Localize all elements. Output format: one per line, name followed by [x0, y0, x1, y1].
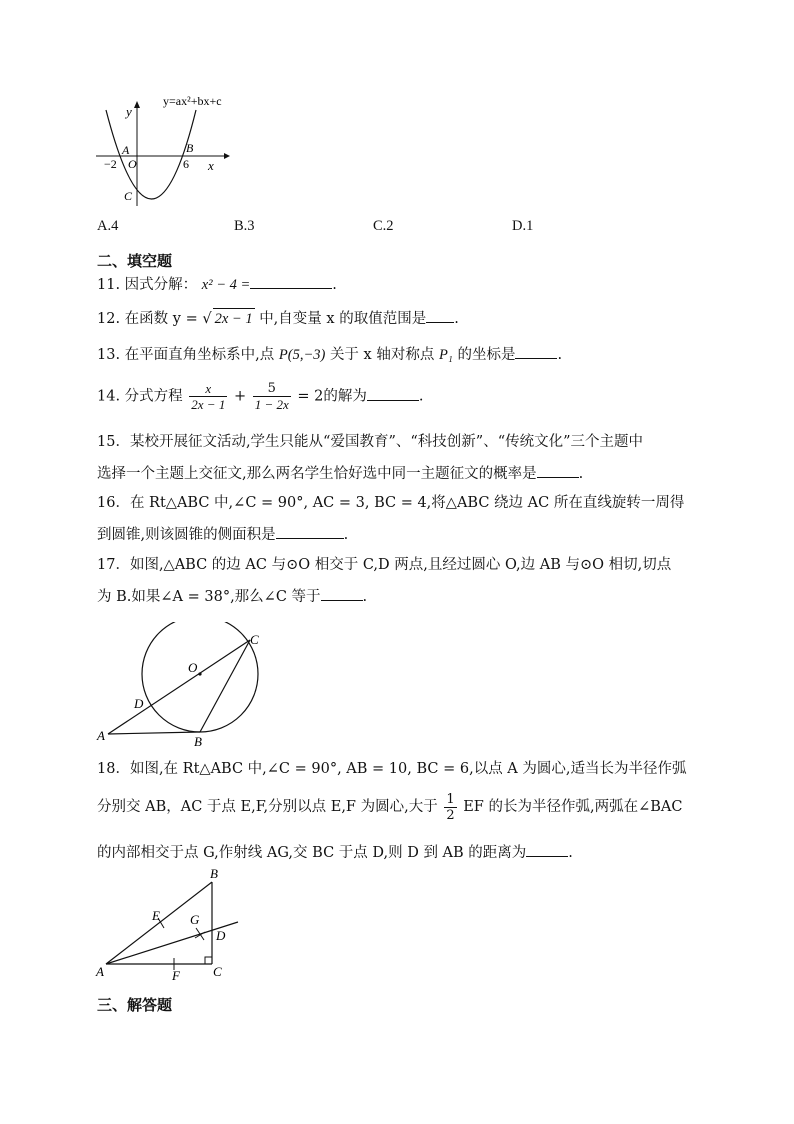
point-a-label: A — [122, 143, 130, 157]
circle-label-c: C — [250, 632, 259, 647]
choice-b: B.3 — [234, 218, 255, 234]
triangle-label-d: D — [216, 928, 226, 943]
sqrt-radicand: 2x − 1 — [213, 308, 255, 329]
answer-blank — [276, 524, 344, 539]
answer-blank — [526, 842, 568, 857]
question-18-line-3: 的内部相交于点 G,作射线 AG,交 BC 于点 D,则 D 到 AB 的距离为 . — [97, 842, 573, 863]
question-13: 13. 在平面直角坐标系中,点 P(5,−3) 关于 x 轴对称点 P₁ 的坐标是 . — [97, 344, 562, 365]
answer-blank — [537, 463, 579, 478]
triangle-label-c: C — [213, 964, 222, 979]
fraction-half: $\frac{1}{2}$ — [446, 791, 455, 823]
section-fill-blank-title: 二、填空题 — [97, 252, 173, 270]
answer-blank — [250, 274, 332, 289]
question-15-line-1: 15．某校开展征文活动,学生只能从“爱国教育”、“科技创新”、“传统文化”三个主题中 — [97, 434, 644, 450]
point-b-label: B — [186, 141, 194, 155]
parabola-equation: y=ax²+bx+c — [163, 94, 222, 108]
point-c-label: C — [124, 189, 133, 203]
question-15-line-2: 选择一个主题上交征文,那么两名学生恰好选中同一主题征文的概率是 . — [97, 463, 583, 484]
sqrt-sign: √ — [202, 311, 212, 327]
question-16-line-1: 16．在 Rt△ABC 中,∠C = 90°, AC = 3, BC = 4,将△ABC 绕边 AC 所在直线旋转一周得 — [97, 495, 685, 511]
question-16-line-2: 到圆锥,则该圆锥的侧面积是 . — [97, 524, 348, 545]
y-axis-label: y — [126, 104, 132, 119]
question-17-line-1: 17．如图,△ABC 的边 AC 与⊙O 相交于 C,D 两点,且经过圆心 O,边 AB 与⊙O 相切,切点 — [97, 557, 672, 573]
fraction-1: $\frac{x}{2x - 1}$ — [191, 381, 226, 412]
circle-label-b: B — [194, 734, 202, 749]
question-12: 12. 在函数 y = √ 2x − 1 中,自变量 x 的取值范围是 . — [97, 308, 459, 329]
circle-tangent-figure — [92, 622, 274, 750]
circle-label-d: D — [134, 696, 144, 711]
answer-blank — [321, 586, 363, 601]
x-axis-label: x — [208, 158, 214, 173]
circle-label-a: A — [97, 728, 105, 743]
choice-c: C.2 — [373, 218, 394, 234]
triangle-label-e: E — [152, 908, 160, 923]
circle-label-o: O — [188, 660, 198, 675]
section-answer-title: 三、解答题 — [97, 996, 173, 1014]
triangle-construction-figure — [92, 868, 242, 980]
question-14: 14. 分式方程 $\frac{x}{2x - 1}$ + $\frac{5}{1 - 2x}$ = 2的解为 . — [97, 381, 424, 412]
triangle-label-g: G — [190, 912, 200, 927]
triangle-label-a: A — [96, 964, 104, 979]
fraction-2: $\frac{5}{1 - 2x}$ — [254, 381, 289, 412]
answer-blank — [367, 386, 419, 401]
answer-blank — [426, 308, 454, 323]
question-18-line-2: 分别交 AB，AC 于点 E,F,分别以点 E,F 为圆心,大于 $\frac{1}{2}$ EF 的长为半径作弧,两弧在∠BAC — [97, 791, 683, 823]
origin-label: O — [128, 157, 137, 171]
choice-a: A.4 — [97, 218, 119, 234]
choice-d: D.1 — [512, 218, 534, 234]
triangle-label-b: B — [210, 868, 218, 881]
parabola-figure — [90, 88, 250, 210]
answer-blank — [515, 344, 557, 359]
question-11: 11. 因式分解： x² − 4 = . — [97, 274, 337, 295]
triangle-label-f: F — [172, 968, 180, 980]
tick-6: 6 — [183, 157, 189, 171]
question-18-line-1: 18．如图,在 Rt△ABC 中,∠C = 90°, AB = 10, BC = 6,以点 A 为圆心,适当长为半径作弧 — [97, 761, 687, 777]
tick-neg2: −2 — [104, 157, 117, 171]
question-17-line-2: 为 B.如果∠A = 38°,那么∠C 等于 . — [97, 586, 367, 607]
